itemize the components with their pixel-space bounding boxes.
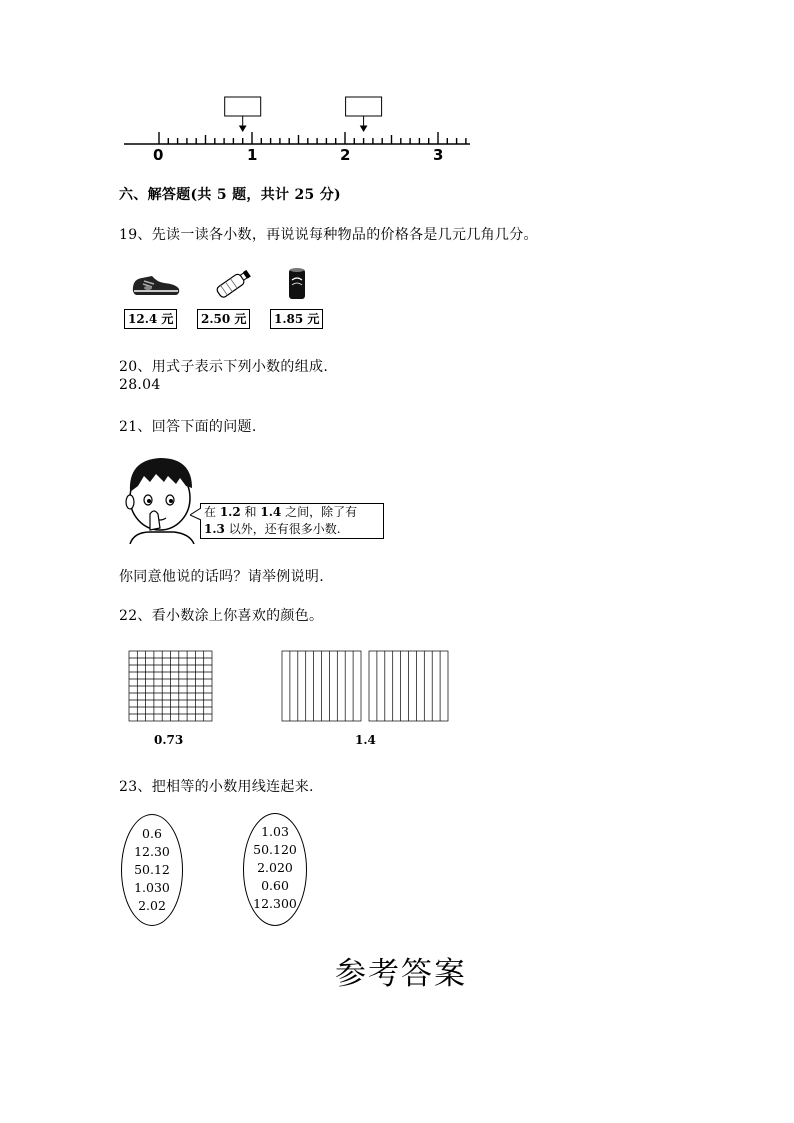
left-item: 1.030: [134, 880, 170, 895]
bottle-icon: [210, 266, 256, 302]
question-19: 19、先读一读各小数，再说说每种物品的价格各是几元几角几分。: [119, 227, 538, 243]
speech-line-2: 1.3 以外，还有很多小数.: [204, 522, 341, 536]
arrow-head: [240, 126, 246, 131]
number-line-label-0: 0: [153, 146, 164, 164]
strips-label: 1.4: [355, 733, 376, 747]
question-20: 20、用式子表示下列小数的组成.: [119, 359, 329, 375]
price-can: 1.85 元: [270, 309, 323, 329]
decimal-number: 28.04: [119, 377, 161, 393]
right-item: 12.300: [253, 896, 297, 911]
answers-title: 参考答案: [335, 956, 467, 992]
question-22: 22、看小数涂上你喜欢的颜色。: [119, 608, 324, 624]
price-bottle: 2.50 元: [197, 309, 250, 329]
right-item: 1.03: [261, 824, 289, 839]
number-line-label-3: 3: [433, 146, 444, 164]
left-oval: [121, 814, 183, 926]
right-item: 50.120: [253, 842, 297, 857]
price-shoe: 12.4 元: [124, 309, 177, 329]
answer-box[interactable]: [225, 97, 261, 116]
followup-question: 你同意他说的话吗？请举例说明.: [119, 569, 324, 585]
shoe-icon: [130, 273, 182, 299]
speech-line-1: 在 1.2 和 1.4 之间，除了有: [204, 505, 358, 519]
number-line-label-1: 1: [247, 146, 258, 164]
right-oval: [243, 813, 307, 926]
left-item: 12.30: [134, 844, 170, 859]
question-23: 23、把相等的小数用线连起来.: [119, 779, 314, 795]
question-21: 21、回答下面的问题.: [119, 419, 257, 435]
left-item: 2.02: [138, 898, 166, 913]
hundred-grid: [128, 650, 213, 722]
section-title: 六、解答题(共 5 题，共计 25 分): [119, 187, 341, 203]
right-item: 2.020: [257, 860, 293, 875]
arrow-head: [361, 126, 367, 131]
right-item: 0.60: [261, 878, 289, 893]
grid-label: 0.73: [154, 733, 184, 747]
left-item: 0.6: [142, 826, 162, 841]
answer-box[interactable]: [346, 97, 382, 116]
number-line-label-2: 2: [340, 146, 351, 164]
can-icon: [287, 266, 307, 302]
tenth-strips-1: [281, 650, 362, 722]
left-item: 50.12: [134, 862, 170, 877]
tenth-strips-2: [368, 650, 449, 722]
boy-illustration: [120, 452, 204, 544]
speech-pointer: [190, 508, 202, 522]
speech-bubble: [200, 503, 384, 539]
number-line: [120, 92, 480, 168]
